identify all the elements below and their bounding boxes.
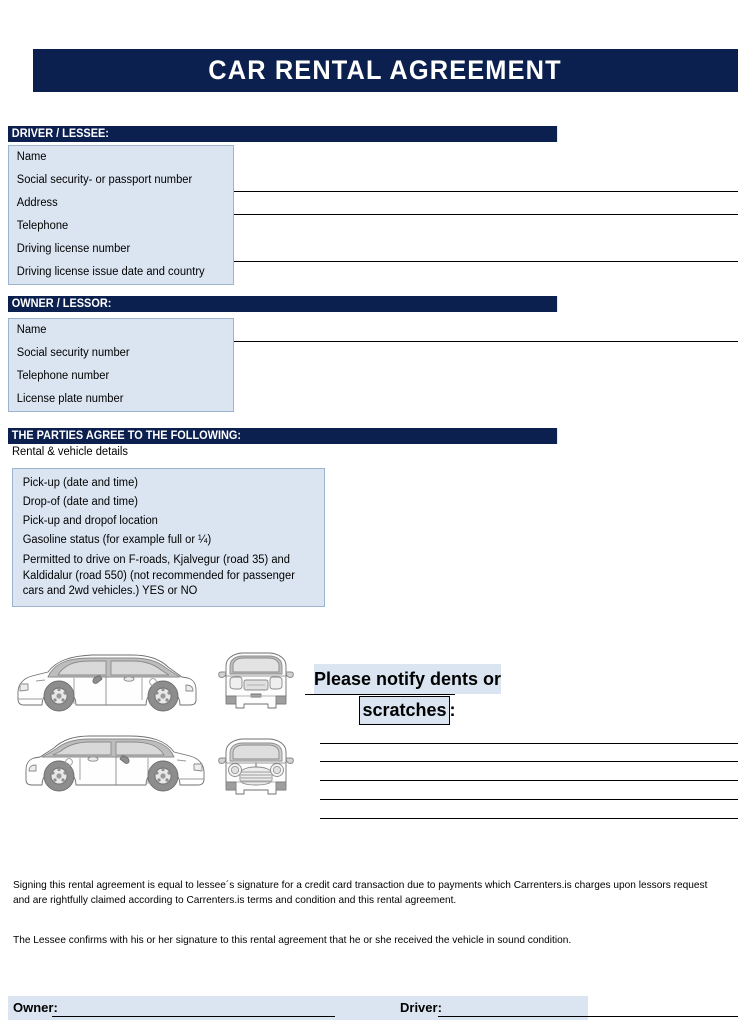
- section-header-agreement: THE PARTIES AGREE TO THE FOLLOWING:: [8, 428, 557, 444]
- field-label-driver-name: Name: [16, 151, 47, 163]
- rental-item-froads: Permitted to drive on F-roads, Kjalvegur (road 35) and Kaldidalur (road 550) (not recommended for passenger cars and 2wd vehicles.) YES or NO: [22, 554, 295, 597]
- damage-notice-line-2: scratches: [359, 696, 449, 725]
- signature-label-driver: Driver:: [400, 1000, 442, 1015]
- car-rear-view: [219, 653, 294, 708]
- field-label-driver-address: Address: [16, 197, 58, 209]
- page-title: CAR RENTAL AGREEMENT: [208, 55, 563, 85]
- field-label-owner-telephone: Telephone number: [16, 370, 110, 382]
- vehicle-damage-diagram: [8, 640, 308, 820]
- rental-item-dropoff: Drop-of (date and time): [22, 496, 139, 508]
- section-header-driver: DRIVER / LESSEE:: [8, 126, 557, 142]
- damage-notice-second-row: [305, 696, 510, 725]
- owner-write-line-1[interactable]: [234, 341, 738, 342]
- terms-paragraph-2: The Lessee confirms with his or her signature to this rental agreement that he or she received the vehicle in sound condition.: [13, 934, 572, 946]
- field-label-owner-license-plate: License plate number: [16, 393, 124, 405]
- driver-write-line-3[interactable]: [234, 261, 738, 262]
- damage-write-line-1[interactable]: [320, 743, 738, 744]
- section-header-owner: OWNER / LESSOR:: [8, 296, 557, 312]
- signature-line-owner[interactable]: [52, 1016, 335, 1017]
- damage-write-line-3[interactable]: [320, 780, 738, 781]
- terms-paragraph-1: Signing this rental agreement is equal to lessee´s signature for a credit card transaction due to payments which Carrenters.is charges upon lessors request and are rightfully claimed according to Carrenters.is terms and condition and this rental agreement.: [13, 879, 708, 906]
- driver-write-line-1[interactable]: [234, 191, 738, 192]
- damage-notice: [305, 664, 510, 694]
- rental-item-location: Pick-up and dropof location: [22, 515, 158, 527]
- field-label-driver-telephone: Telephone: [16, 220, 69, 232]
- damage-write-line-2[interactable]: [320, 761, 738, 762]
- document-title-bar: [33, 49, 738, 92]
- driver-write-line-2[interactable]: [234, 214, 738, 215]
- rental-item-pickup: Pick-up (date and time): [22, 477, 139, 489]
- signature-label-owner: Owner:: [13, 1000, 58, 1015]
- owner-fields-panel: [8, 318, 234, 412]
- field-label-driver-license-issue: Driving license issue date and country: [16, 266, 205, 278]
- field-label-driver-ssn: Social security- or passport number: [16, 174, 193, 186]
- field-label-driver-license-number: Driving license number: [16, 243, 131, 255]
- rental-details-panel: [12, 468, 325, 607]
- damage-write-line-4[interactable]: [320, 799, 738, 800]
- driver-fields-panel: [8, 145, 234, 285]
- damage-notice-line-1: Please notify dents or: [314, 664, 501, 694]
- signature-line-driver[interactable]: [438, 1016, 738, 1017]
- damage-notice-underline: [305, 694, 455, 695]
- damage-notice-colon: :: [449, 700, 456, 720]
- car-side-view-left: [18, 655, 196, 711]
- car-front-view: [219, 739, 294, 794]
- rental-item-gasoline: Gasoline status (for example full or ¼): [22, 534, 212, 546]
- field-label-owner-ssn: Social security number: [16, 347, 130, 359]
- damage-write-line-5[interactable]: [320, 818, 738, 819]
- field-label-owner-name: Name: [16, 324, 47, 336]
- agreement-subcaption: Rental & vehicle details: [12, 446, 128, 458]
- car-side-view-right: [26, 736, 204, 791]
